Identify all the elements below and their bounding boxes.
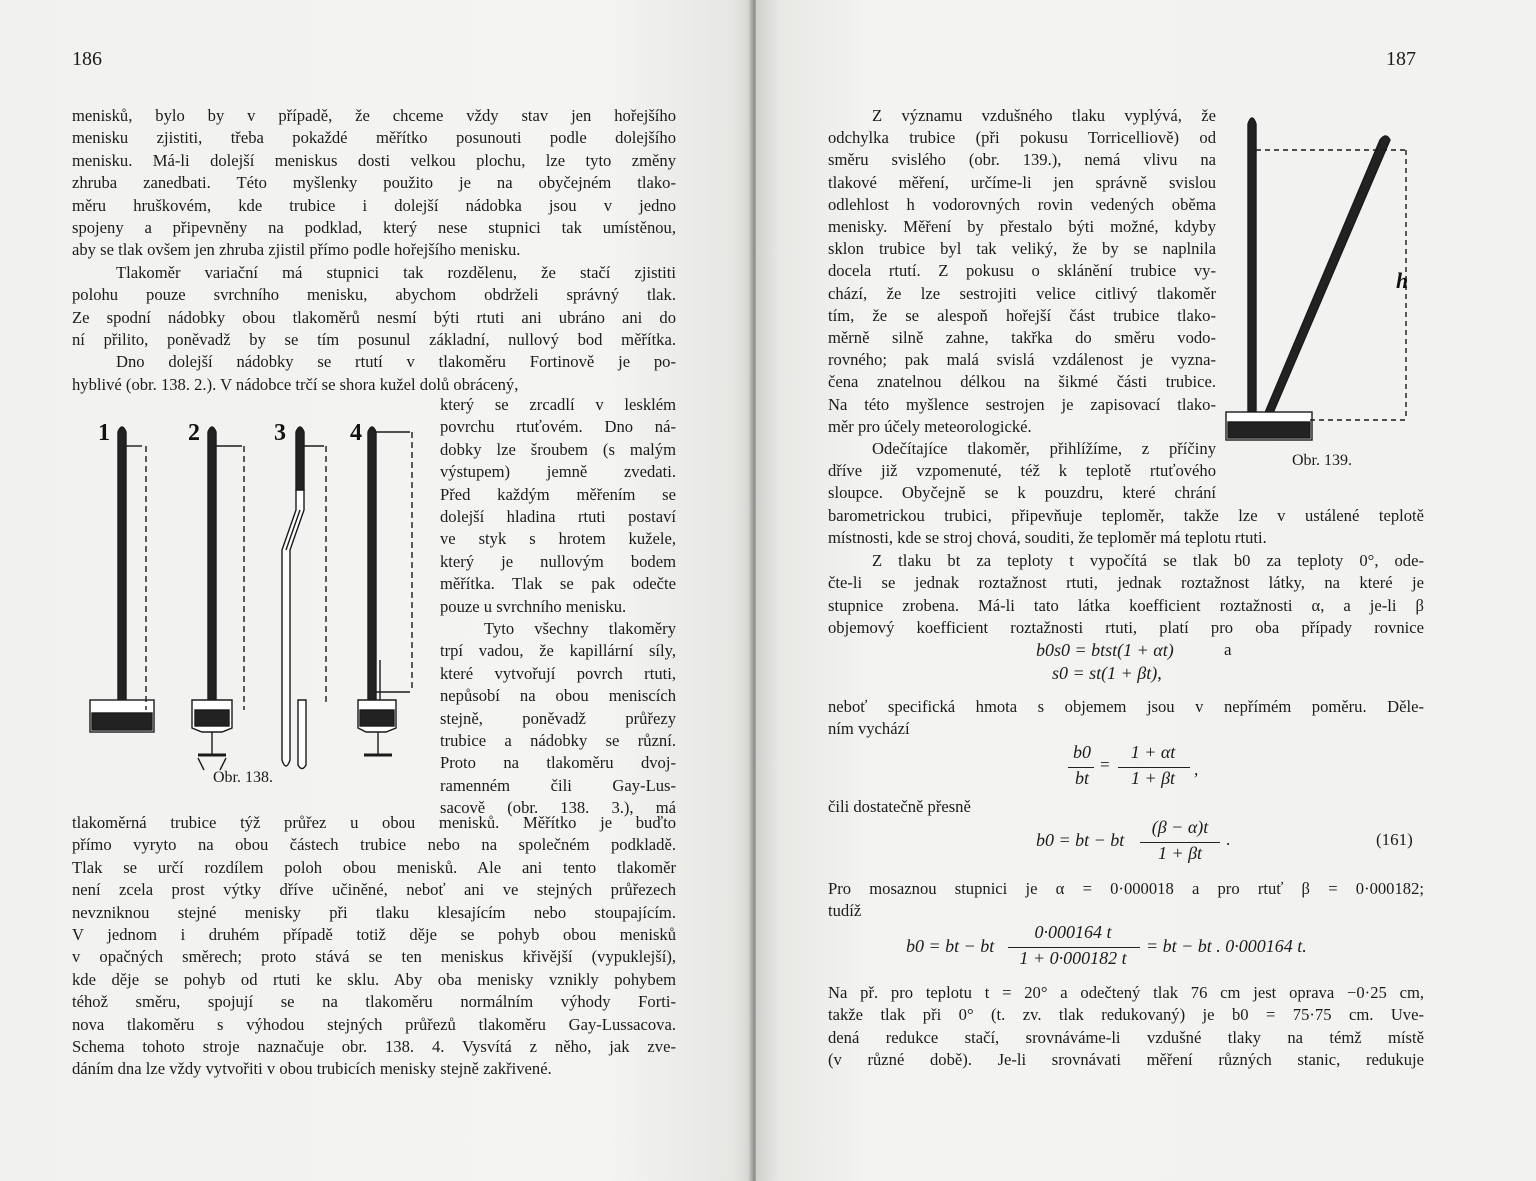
text-line: takže tlak při 0° (t. zv. tlak redukovaný) je b0 = 75·75 cm. Uve-	[828, 1005, 1424, 1025]
text-line: měřítka. Tlak se pak odečte	[440, 574, 676, 594]
text-line: měr pro účely meteorologické.	[828, 416, 1032, 436]
text-line: přímo vyryto na obou částech trubice nebo na společném podkladě.	[72, 835, 676, 855]
text-line: dáním dna lze vždy vytvořiti v obou trubicích menisky stejně zakřivené.	[72, 1059, 552, 1079]
text-line: aby se tlak ovšem jen zhruba zjistil přímo podle hořejšího menisku.	[72, 240, 521, 260]
text-line: ní přilito, poněvadž by se tím posunul základní, nullový bod měřítka.	[72, 330, 676, 349]
equation-4-lhs: b0 = bt − bt	[1036, 830, 1125, 850]
text-line: Na př. pro teplotu t = 20° a odečtený tlak 76 cm jest oprava −0·25 cm,	[828, 983, 1424, 1002]
text-line: ve styk s hrotem kuželе,	[440, 529, 676, 549]
text-line: Proto na tlakoměru dvoj-	[440, 753, 676, 773]
text-line: Schema tohoto stroje naznačuje obr. 138. 4. Vysvítá z něho, jak zve-	[72, 1037, 676, 1056]
figure-139-label-h: h	[1396, 268, 1409, 293]
text-line: dříve již vzpomenuté, též k teplotě rtuťového	[828, 461, 1216, 481]
text-line: objemový koefficient roztažnosti rtuti, platí pro oba případy rovnice	[828, 618, 1424, 637]
text-line: Dno dolejší nádobky se rtutí v tlakoměru Fortinově je po-	[116, 352, 676, 372]
text-line: který se zrcadlí v lesklém	[440, 395, 676, 414]
text-line: dolejší hladina rtuti postaví	[440, 507, 676, 526]
text-line: rovného; pak malá svislá vzdálenost je vyzna-	[828, 350, 1216, 370]
equation-3-num: 1 + αt	[1130, 742, 1176, 762]
text-line: Na této myšlence sestrojen je zapisovací tlako-	[828, 394, 1216, 414]
text-line: menisku zjistiti, třeba pokaždé měřítko posunouti podle dolejšího	[72, 128, 676, 148]
page-number-right: 187	[1386, 48, 1416, 70]
left-page	[0, 0, 756, 1181]
text-line: nepůsobí na obou meniscích	[440, 686, 676, 706]
text-line: Z tlaku bt za teploty t vypočítá se tlak b0 za teploty 0°, ode-	[872, 550, 1424, 570]
text-line: výstupem) jemně zvedati.	[440, 462, 676, 482]
text-line: zhruba zanedbati. Této myšlenky použito je na obyčejném tlako-	[72, 173, 676, 193]
text-line: čena znatelnou délkou na šikmé části trubice.	[828, 372, 1216, 392]
text-line: měru hruškovém, kde trubice i dolejší nádobka jsou v jedno	[72, 195, 676, 215]
line-tudiz: tudíž	[828, 901, 862, 920]
text-line: polohu pouze svrchního menisku, abychom obdrželi správný tlak.	[72, 285, 676, 305]
text-line: Tlak se určí rozdílem poloh obou menisků. Ale ani tento tlakoměr	[72, 857, 676, 877]
text-line: docela rtutí. Z pokusu o sklánění trubice vy-	[828, 261, 1216, 281]
figure-138-caption: Obr. 138.	[213, 769, 273, 786]
equation-5-lhs: b0 = bt − bt	[906, 936, 995, 956]
text-line: menisky. Měření by přestalo býti možné, kdyby	[828, 217, 1216, 236]
text-line: trubice a nádobky se různí.	[440, 731, 676, 750]
text-line: hyblivé (obr. 138. 2.). V nádobce trčí se shora kužel dolů obrácený,	[72, 374, 519, 394]
equation-4-dot: .	[1226, 830, 1231, 849]
text-line: které vytvořují povrch rtuti,	[440, 663, 676, 683]
text-line: tím, že se alespoň hořejší část trubice tlako-	[828, 305, 1216, 325]
text-line: místnosti, kde se stroj chová, souditi, že teploměr má teplotu rtuti.	[828, 528, 1267, 548]
text-line: (v různé době). Je-li srovnávati měření různých stanic, redukuje	[828, 1050, 1424, 1070]
text-line: téhož směru, spojují se na tlakoměru normálním výhody Forti-	[72, 992, 676, 1012]
figure-138-label-3: 3	[274, 420, 286, 446]
text-line: Odečítajíce tlakoměr, přihlížíme, z příčiny	[872, 439, 1216, 458]
text-line: barometrickou trubici, připevňuje teploměr, takže lze v ustálené teplotě	[828, 506, 1424, 525]
right-page	[756, 0, 1536, 1181]
text-line: sacově (obr. 138. 3.), má	[440, 798, 676, 818]
equation-2: s0 = st(1 + βt),	[1052, 663, 1162, 683]
equation-5-rhs: = bt − bt . 0·000164 t.	[1146, 936, 1307, 956]
equation-5-num: 0·000164 t	[1034, 922, 1112, 942]
text-line: dobky lze šroubem (s malým	[440, 439, 676, 459]
text-line: menisku. Má-li dolejší meniskus dosti velkou plochu, lze tyto změny	[72, 150, 676, 170]
text-line: Tyto všechny tlakoměry	[484, 619, 676, 638]
text-line: není zcela prost výtky dříve učiněné, neboť ani ve stejných průřezech	[72, 880, 676, 900]
text-line: měrně silně zahne, takřka do směru vodo-	[828, 328, 1216, 347]
equation-1-tail: a	[1224, 640, 1232, 659]
figure-139-caption: Obr. 139.	[1292, 452, 1352, 469]
equation-3-equals: =	[1100, 755, 1110, 774]
text-line: tlakové měření, určíme-li jen správně svislou	[828, 172, 1216, 192]
text-line: ním vychází	[828, 719, 910, 739]
text-line: nova tlakoměru s výhodou stejných průřezů tlakoměru Gay-Lussacova.	[72, 1014, 676, 1034]
equation-4-num: (β − α)t	[1151, 817, 1209, 837]
text-line: stupnice zrobena. Má-li tato látka koefficient roztažnosti α, a je-li β	[828, 595, 1424, 615]
line-cili: čili dostatečně přesně	[828, 797, 971, 816]
equation-4-den: 1 + βt	[1157, 843, 1203, 863]
text-line: dená redukce stačí, srovnáváme-li vzdušné tlaky na témž místě	[828, 1027, 1424, 1047]
text-line: kde děje se pohyb od rtuti ke sklu. Aby oba menisky vznikly pohybem	[72, 969, 676, 989]
text-line: čte-li se jednak roztažnost rtuti, jednak roztažnost látky, na které je	[828, 573, 1424, 593]
text-line: stejně, poněvadž průřezy	[440, 708, 676, 728]
equation-3-comma: ,	[1194, 760, 1199, 779]
text-line: Ze spodní nádobky obou tlakoměrů nesmí býti rtuti ani ubráno ani do	[72, 307, 676, 327]
line-brass: Pro mosaznou stupnici je α = 0·000018 a pro rtuť β = 0·000182;	[828, 879, 1424, 898]
equation-4-number: (161)	[1376, 830, 1413, 849]
page-number-left: 186	[72, 48, 102, 70]
figure-138-label-2: 2	[188, 420, 200, 446]
text-line: v opačných směrech; proto stává se ten meniskus křivější (vypuklejší),	[72, 947, 676, 967]
text-line: tlakoměrná trubice týž průřez u obou menisků. Měřítko je buďto	[72, 813, 676, 832]
text-line: ramenném čili Gay-Lus-	[440, 775, 676, 795]
text-line: chází, že lze sestrojiti velice citlivý tlakoměr	[828, 283, 1216, 303]
equation-3-den: 1 + βt	[1130, 768, 1176, 788]
equation-3-lhs-num: b0	[1073, 742, 1091, 762]
text-line: pouze u svrchního menisku.	[440, 596, 627, 616]
figure-138-label-1: 1	[98, 420, 110, 446]
text-line: neboť specifická hmota s objemem jsou v nepřímém poměru. Dělе-	[828, 697, 1424, 716]
text-line: sloupce. Obyčejně se k pouzdru, které chrání	[828, 483, 1216, 503]
equation-1: b0s0 = btst(1 + αt)	[1036, 640, 1174, 660]
figure-139	[1220, 104, 1440, 444]
text-line: odchylka trubice (při pokusu Torricelliově) od	[828, 128, 1216, 148]
equation-5-den: 1 + 0·000182 t	[1019, 948, 1127, 968]
text-line: směru svislého (obr. 139.), nemá vlivu na	[828, 150, 1216, 170]
text-line: odlehlost h vodorovných rovin vedených oběma	[828, 194, 1216, 214]
text-line: menisků, bylo by v případě, že chceme vždy stav jen hořejšího	[72, 106, 676, 125]
text-line: nevzniknou stejné menisky při tlaku klesajícím nebo stoupajícím.	[72, 902, 676, 922]
figure-138	[70, 410, 430, 780]
text-line: povrchu rtuťovém. Dno ná-	[440, 417, 676, 437]
text-line: který je nullovým bodem	[440, 551, 676, 571]
text-line: sklon trubice byl tak veliký, že by se naplnila	[828, 239, 1216, 259]
figure-138-label-4: 4	[350, 420, 362, 446]
text-line: spojeny a připevněny na podklad, který nese stupnici tak umístěnou,	[72, 218, 676, 237]
text-line: Z významu vzdušného tlaku vyplývá, že	[872, 106, 1216, 125]
text-line: V jednom i druhém případě totiž děje se pohyb obou menisků	[72, 925, 676, 944]
equation-3-lhs-den: bt	[1074, 768, 1089, 788]
text-line: Před každým měřením se	[440, 484, 676, 504]
text-line: trpí vadou, že kapillární síly,	[440, 641, 676, 661]
text-line: Tlakoměr variační má stupnici tak rozdělenu, že stačí zjistiti	[116, 262, 676, 282]
